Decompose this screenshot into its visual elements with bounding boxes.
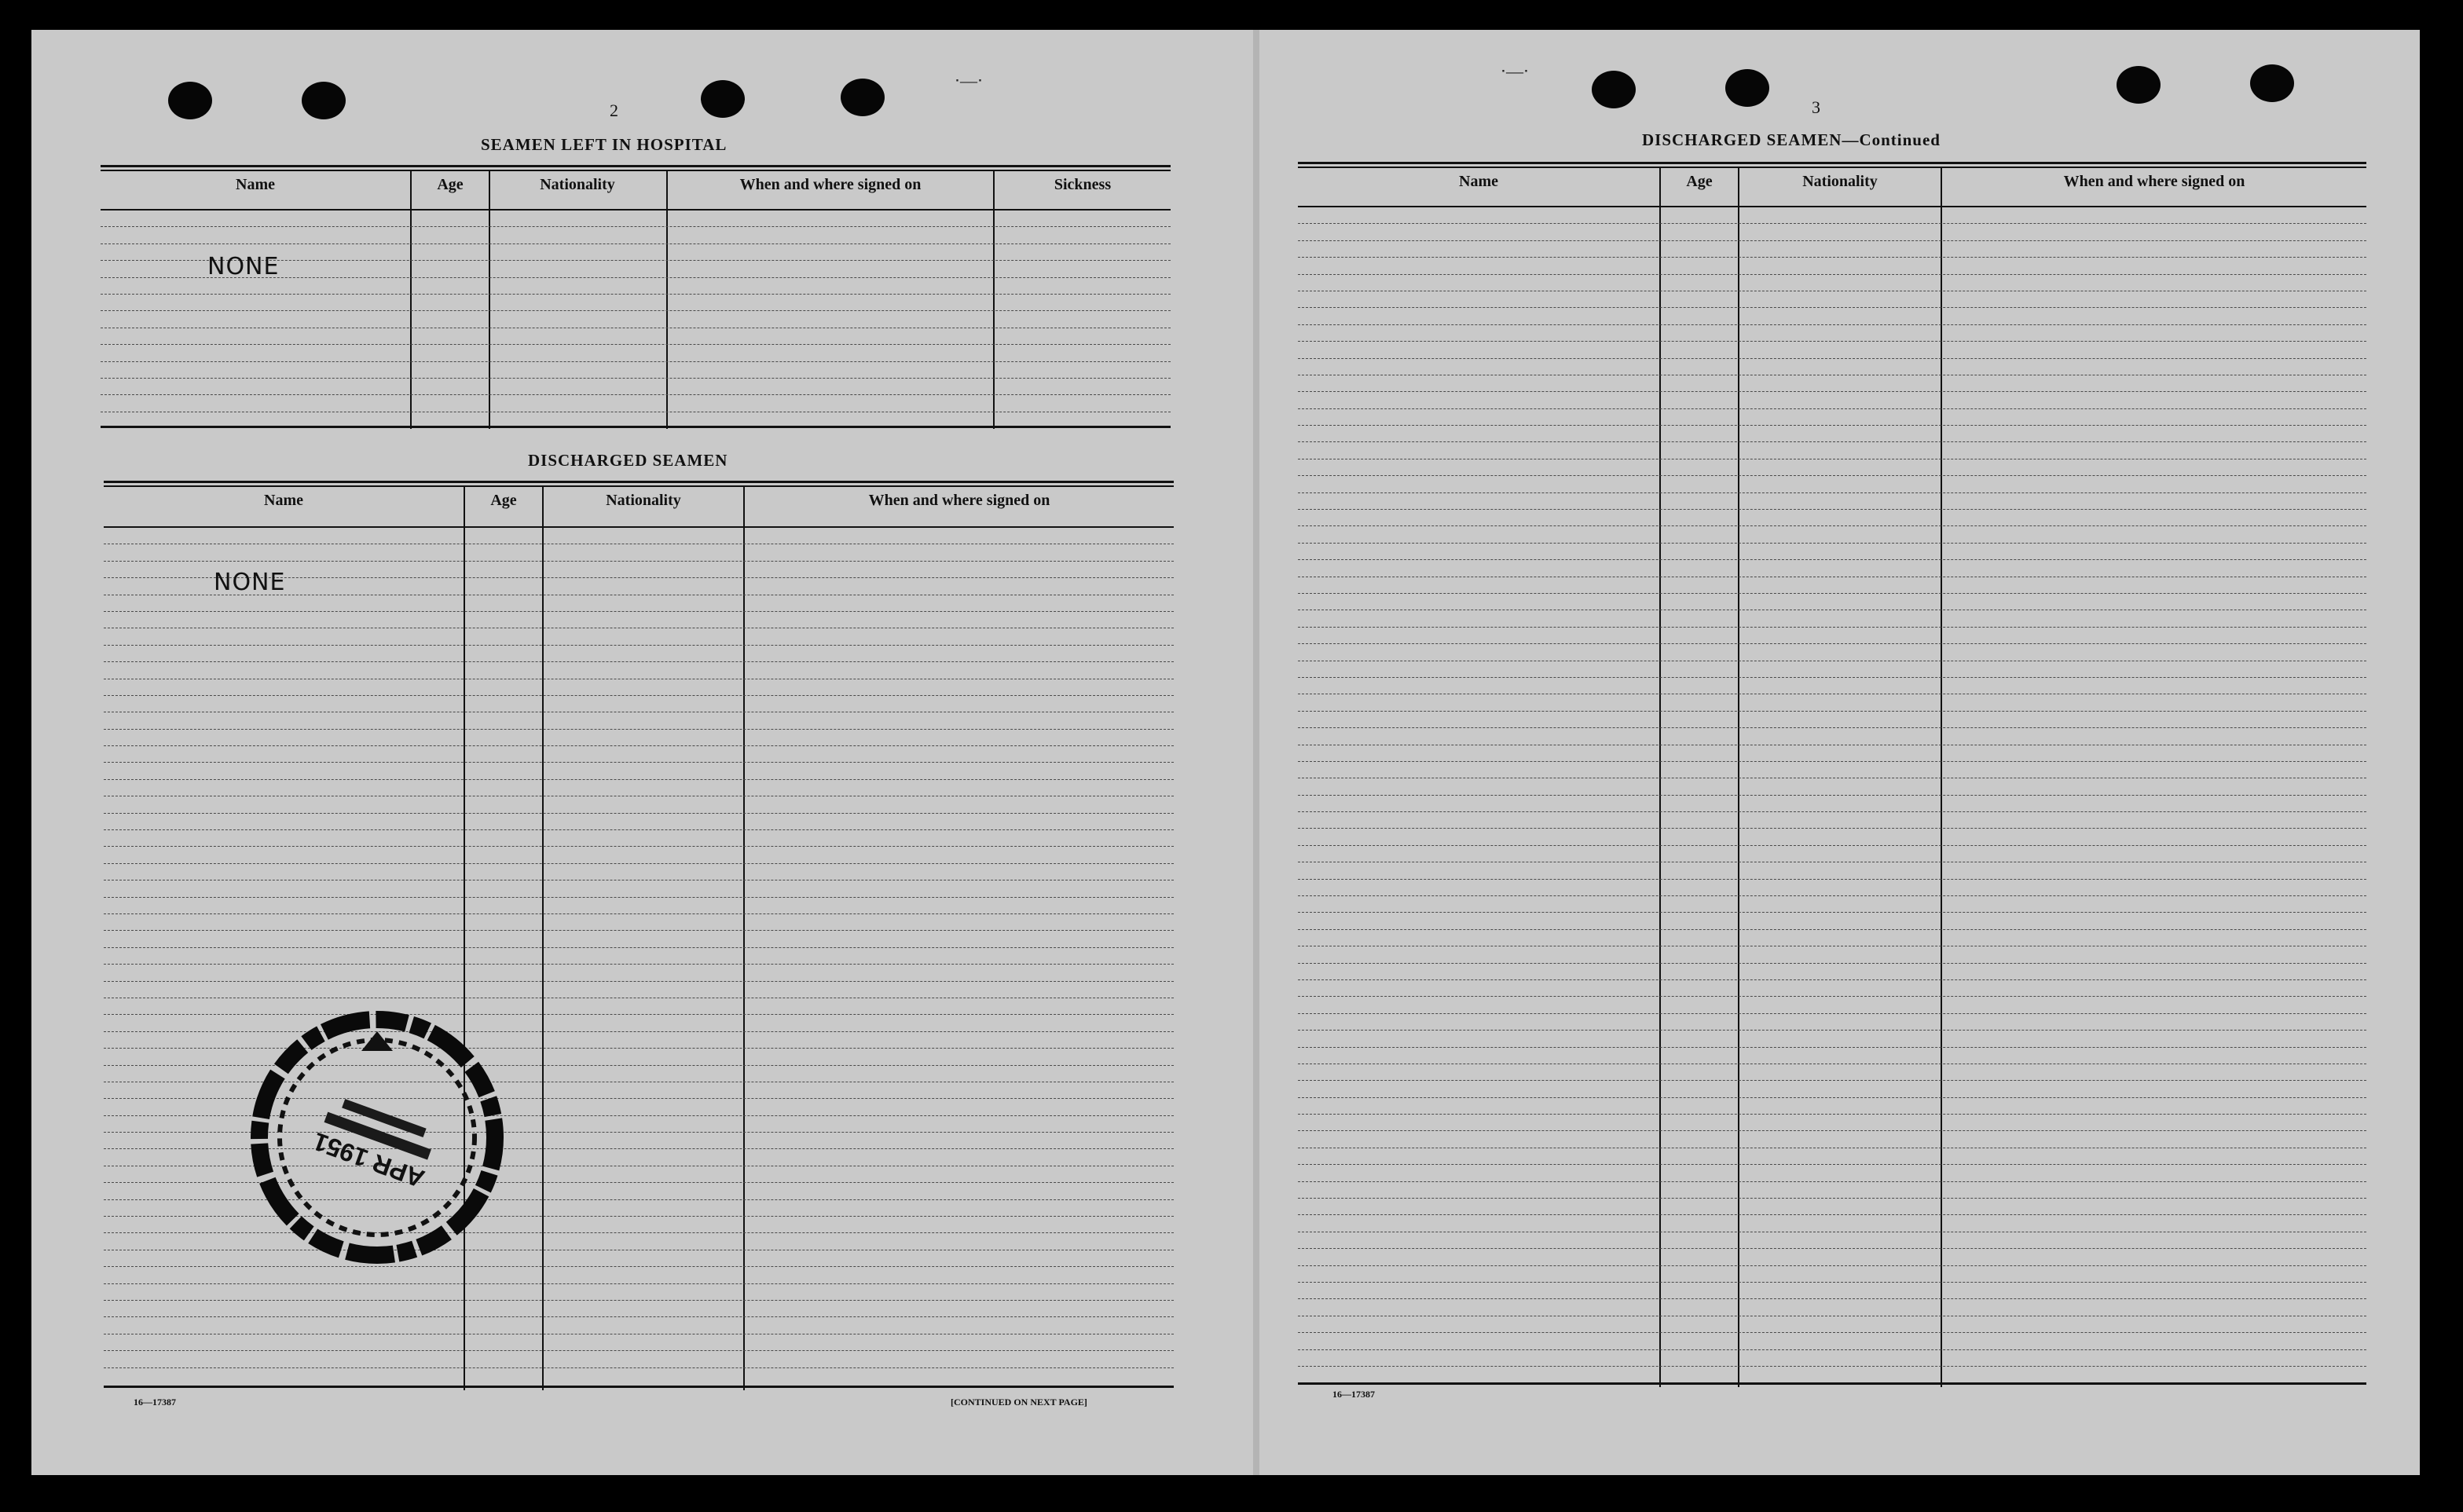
col-header: When and where signed on — [2063, 173, 2245, 190]
discharged-continued-title: DISCHARGED SEAMEN—Continued — [1642, 130, 1941, 149]
pen-mark: ⋅—⋅ — [1501, 61, 1529, 81]
punch-hole — [1592, 71, 1636, 108]
col-header: Sickness — [1054, 176, 1112, 193]
form-number: 16—17387 — [1332, 1389, 1375, 1400]
stamp-date: APR 1951 — [309, 1126, 428, 1194]
form-number: 16—17387 — [134, 1397, 176, 1408]
col-header: When and where signed on — [739, 176, 922, 193]
col-header: Nationality — [540, 176, 615, 193]
document-sheet — [31, 30, 2420, 1475]
page-number: 2 — [610, 101, 618, 120]
hospital-table — [101, 165, 1171, 429]
col-header: Name — [236, 176, 275, 193]
punch-hole — [2250, 64, 2294, 102]
handwritten-entry: NONE — [214, 569, 286, 596]
col-header: Nationality — [606, 492, 681, 509]
discharged-continued-table — [1298, 162, 2366, 1387]
col-header: Age — [1686, 173, 1713, 190]
pen-mark: ⋅—⋅ — [955, 71, 983, 90]
discharged-section-title: DISCHARGED SEAMEN — [528, 451, 728, 470]
handwritten-entry: NONE — [207, 253, 280, 280]
col-header: When and where signed on — [868, 492, 1050, 509]
col-header: Name — [264, 492, 303, 509]
punch-hole — [701, 80, 745, 118]
col-header: Age — [490, 492, 517, 509]
punch-hole — [841, 79, 885, 116]
punch-hole — [1725, 69, 1769, 107]
date-stamp — [228, 996, 526, 1279]
punch-hole — [168, 82, 212, 119]
hospital-section-title: SEAMEN LEFT IN HOSPITAL — [481, 135, 728, 154]
continued-note: [CONTINUED ON NEXT PAGE] — [951, 1397, 1087, 1408]
punch-hole — [2117, 66, 2161, 104]
punch-hole — [302, 82, 346, 119]
page-fold — [1253, 30, 1259, 1475]
col-header: Age — [437, 176, 464, 193]
col-header: Nationality — [1802, 173, 1878, 190]
col-header: Name — [1459, 173, 1498, 190]
page-number: 3 — [1812, 97, 1820, 117]
